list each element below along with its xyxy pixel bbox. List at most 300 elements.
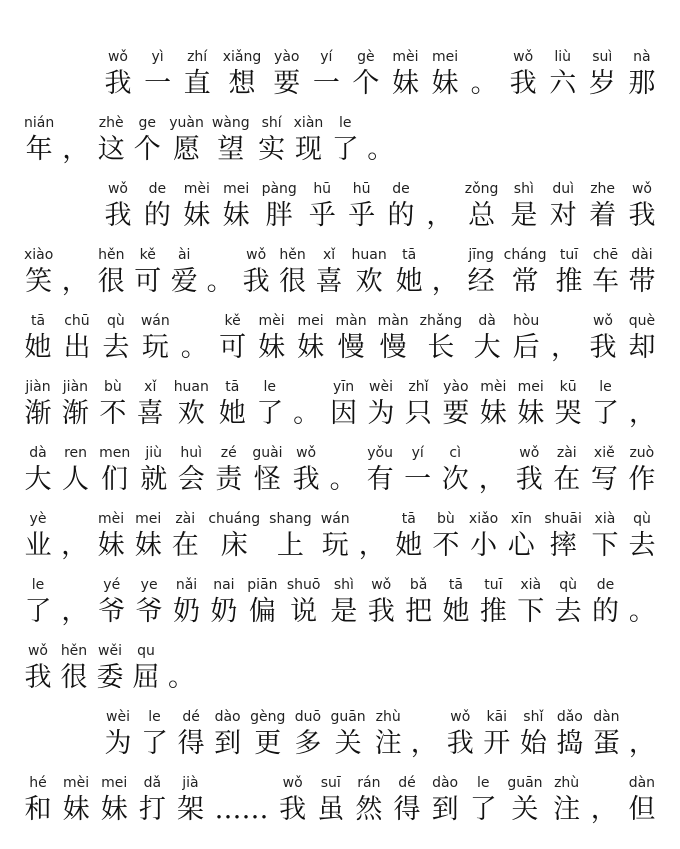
pinyin-text: kě <box>224 313 241 329</box>
pinyin-text: le <box>148 709 161 725</box>
pinyin-text: de <box>596 577 615 593</box>
hanzi-character: 得 <box>393 794 421 825</box>
pinyin-text: shì <box>513 181 534 197</box>
hanzi-character: 一 <box>404 464 432 495</box>
text-line-8 <box>24 510 656 576</box>
hanzi-character: 不 <box>99 398 127 429</box>
pinyin-text: dà <box>478 313 496 329</box>
pinyin-text: men <box>99 445 131 461</box>
pinyin-text: wǒ <box>513 49 534 65</box>
pinyin-text: zài <box>175 511 196 527</box>
pinyin-text: mèi <box>183 181 210 197</box>
character-cell <box>515 444 543 496</box>
character-cell <box>553 444 581 496</box>
pinyin-text: shǐ <box>523 709 544 725</box>
character-cell <box>374 708 402 760</box>
hanzi-character: 胖 <box>265 200 293 231</box>
pinyin-text: mei <box>135 511 162 527</box>
character-cell <box>391 48 419 100</box>
character-cell <box>519 708 547 760</box>
pinyin-text: dàn <box>593 709 620 725</box>
punctuation-mark: ， <box>551 332 579 363</box>
character-cell <box>590 444 618 496</box>
hanzi-character: 蛋 <box>592 728 620 759</box>
character-cell <box>473 312 501 364</box>
character-cell <box>138 774 166 826</box>
character-cell <box>208 510 260 562</box>
hanzi-character: 岁 <box>588 68 616 99</box>
pinyin-text: chuáng <box>208 511 261 527</box>
character-cell <box>431 774 459 826</box>
character-cell <box>467 246 495 298</box>
pinyin-text: yí <box>320 49 333 65</box>
punctuation-cell <box>207 246 234 298</box>
hanzi-character: 的 <box>387 200 415 231</box>
hanzi-character: 直 <box>183 68 211 99</box>
character-cell <box>479 576 507 628</box>
hanzi-character: 推 <box>555 266 583 297</box>
character-cell <box>24 378 52 430</box>
text-line-7 <box>24 444 656 510</box>
hanzi-character: 在 <box>553 464 581 495</box>
hanzi-character: 不 <box>432 530 460 561</box>
character-cell <box>269 510 312 562</box>
pinyin-text: yào <box>443 379 469 395</box>
pinyin-text: tuī <box>559 247 579 263</box>
hanzi-character: 我 <box>24 662 52 693</box>
pinyin-text: nián <box>24 115 55 131</box>
character-cell <box>330 378 358 430</box>
pinyin-text: hū <box>352 181 371 197</box>
character-cell <box>183 48 211 100</box>
text-line-5 <box>24 312 656 378</box>
pinyin-text: mei <box>101 775 128 791</box>
character-cell <box>507 510 535 562</box>
hanzi-character: 架 <box>176 794 204 825</box>
pinyin-text: jiàn <box>25 379 51 395</box>
pinyin-text: ài <box>177 247 191 263</box>
character-cell <box>420 312 463 364</box>
character-cell <box>628 774 656 826</box>
punctuation-cell <box>629 708 656 760</box>
pinyin-text: mèi <box>480 379 507 395</box>
pinyin-text: màn <box>377 313 409 329</box>
character-cell <box>404 444 432 496</box>
punctuation-cell <box>215 774 269 826</box>
character-cell <box>258 312 286 364</box>
pinyin-text: bù <box>436 511 455 527</box>
hanzi-character: 多 <box>294 728 322 759</box>
hanzi-character: 着 <box>589 200 617 231</box>
hanzi-character: 我 <box>628 200 656 231</box>
pinyin-text: zhe <box>590 181 616 197</box>
hanzi-character: 为 <box>104 728 132 759</box>
pinyin-text: de <box>392 181 410 197</box>
pinyin-text: liù <box>554 49 572 65</box>
hanzi-character: 妹 <box>222 200 250 231</box>
character-cell <box>102 312 130 364</box>
character-cell <box>442 576 470 628</box>
pinyin-text: xià <box>520 577 542 593</box>
hanzi-character: 她 <box>442 596 470 627</box>
pinyin-text: le <box>476 775 490 791</box>
character-cell <box>330 708 365 760</box>
pinyin-text: yīn <box>333 379 355 395</box>
pinyin-text: yé <box>103 577 121 593</box>
text-line-3 <box>104 180 656 246</box>
hanzi-character: 注 <box>374 728 402 759</box>
text-line-4 <box>24 246 656 312</box>
character-cell <box>507 774 542 826</box>
hanzi-character: 了 <box>141 728 169 759</box>
punctuation-cell <box>479 444 506 496</box>
pinyin-text: wǒ <box>246 247 267 263</box>
pinyin-text: wǒ <box>107 181 128 197</box>
character-cell <box>250 708 285 760</box>
character-cell <box>143 180 171 232</box>
hanzi-character: 乎 <box>348 200 376 231</box>
hanzi-character: 可 <box>134 266 162 297</box>
pinyin-text: jiù <box>145 445 163 461</box>
pinyin-text: xǐ <box>144 379 157 395</box>
pinyin-text: xǐ <box>322 247 336 263</box>
hanzi-character: 妹 <box>479 398 507 429</box>
punctuation-mark: ， <box>410 728 438 759</box>
character-cell <box>549 48 577 100</box>
pinyin-text: mei <box>223 181 250 197</box>
character-cell <box>404 378 432 430</box>
hanzi-character: 业 <box>24 530 52 561</box>
hanzi-character: 出 <box>63 332 91 363</box>
pinyin-text: guān <box>507 775 543 791</box>
character-cell <box>96 642 124 694</box>
character-cell <box>222 180 250 232</box>
character-cell <box>97 246 125 298</box>
character-cell <box>628 444 656 496</box>
character-cell <box>554 378 582 430</box>
pinyin-text: chū <box>64 313 90 329</box>
pinyin-text: nai <box>213 577 235 593</box>
pinyin-text: nǎi <box>175 577 198 593</box>
punctuation-cell <box>330 444 357 496</box>
pinyin-text: chē <box>592 247 619 263</box>
pinyin-text: què <box>628 313 656 329</box>
punctuation-cell <box>629 378 656 430</box>
character-cell <box>469 510 498 562</box>
pinyin-text: qù <box>559 577 577 593</box>
pinyin-text: le <box>263 379 276 395</box>
hanzi-character: 她 <box>218 398 246 429</box>
character-cell <box>589 312 617 364</box>
pinyin-text: gèng <box>250 709 286 725</box>
punctuation-mark: ， <box>431 266 459 297</box>
punctuation-cell <box>62 246 89 298</box>
punctuation-mark: ， <box>426 200 454 231</box>
character-cell <box>348 180 376 232</box>
pinyin-text: ye <box>140 577 158 593</box>
character-cell <box>219 312 247 364</box>
hanzi-character: 奶 <box>210 596 238 627</box>
character-cell <box>24 576 52 628</box>
character-cell <box>273 48 301 100</box>
hanzi-character: 然 <box>355 794 383 825</box>
punctuation-cell <box>426 180 453 232</box>
character-cell <box>214 708 242 760</box>
character-cell <box>262 180 297 232</box>
text-line-10 <box>24 642 656 708</box>
character-cell <box>287 576 321 628</box>
hanzi-character: 个 <box>352 68 380 99</box>
hanzi-character: 哭 <box>554 398 582 429</box>
punctuation-cell <box>411 708 438 760</box>
hanzi-character: 有 <box>366 464 394 495</box>
punctuation-cell <box>61 576 88 628</box>
hanzi-character: 下 <box>591 530 619 561</box>
hanzi-character: 爱 <box>170 266 198 297</box>
pinyin-text: shì <box>333 577 354 593</box>
pinyin-text: tuī <box>484 577 503 593</box>
character-cell <box>592 708 620 760</box>
hanzi-character: 喜 <box>136 398 164 429</box>
punctuation-mark: 。 <box>180 332 208 363</box>
hanzi-character: 妹 <box>134 530 162 561</box>
pinyin-text: piān <box>247 577 278 593</box>
character-cell <box>367 378 395 430</box>
character-cell <box>355 774 383 826</box>
character-cell <box>177 444 205 496</box>
character-cell <box>210 576 238 628</box>
punctuation-mark: ， <box>478 464 506 495</box>
character-cell <box>504 246 547 298</box>
character-cell <box>256 378 284 430</box>
hanzi-character: 妹 <box>183 200 211 231</box>
character-cell <box>554 576 582 628</box>
pinyin-text: wǒ <box>371 577 392 593</box>
hanzi-character: 只 <box>404 398 432 429</box>
hanzi-character: 更 <box>254 728 282 759</box>
hanzi-character: 因 <box>330 398 358 429</box>
hanzi-character: 望 <box>217 134 245 165</box>
pinyin-text: shuō <box>286 577 321 593</box>
hanzi-character: 妹 <box>297 332 325 363</box>
character-cell <box>395 510 423 562</box>
hanzi-character: 关 <box>334 728 362 759</box>
pinyin-text: hé <box>29 775 47 791</box>
hanzi-character: 妹 <box>517 398 545 429</box>
pinyin-text: hòu <box>512 313 540 329</box>
hanzi-character: 她 <box>24 332 52 363</box>
character-cell <box>352 48 380 100</box>
hanzi-character: 渐 <box>24 398 52 429</box>
punctuation-mark: …… <box>214 794 269 825</box>
hanzi-character: 我 <box>279 794 307 825</box>
punctuation-mark: ， <box>61 596 89 627</box>
character-cell <box>589 180 617 232</box>
character-cell <box>378 312 409 364</box>
hanzi-character: 愿 <box>173 134 201 165</box>
pinyin-text: tā <box>402 247 417 263</box>
punctuation-mark: 。 <box>329 464 357 495</box>
character-cell <box>628 510 656 562</box>
character-cell <box>628 48 656 100</box>
hanzi-character: 责 <box>215 464 243 495</box>
hanzi-character: 要 <box>442 398 470 429</box>
hanzi-character: 妹 <box>100 794 128 825</box>
hanzi-character: 乎 <box>308 200 336 231</box>
character-cell <box>176 774 204 826</box>
pinyin-text: wǒ <box>282 775 303 791</box>
hanzi-character: 爷 <box>135 596 163 627</box>
character-cell <box>387 180 415 232</box>
pinyin-text: zhí <box>187 49 208 65</box>
punctuation-cell <box>62 114 89 166</box>
hanzi-character: 去 <box>628 530 656 561</box>
pinyin-text: yuàn <box>169 115 204 131</box>
character-cell <box>509 48 537 100</box>
punctuation-cell <box>293 378 320 430</box>
pinyin-text: jià <box>182 775 199 791</box>
character-cell <box>483 708 511 760</box>
character-cell <box>294 114 324 166</box>
character-cell <box>61 378 89 430</box>
punctuation-cell <box>551 312 578 364</box>
character-cell <box>315 246 343 298</box>
pinyin-text: hěn <box>60 643 88 659</box>
character-cell <box>591 246 619 298</box>
character-cell <box>431 48 459 100</box>
hanzi-character: 我 <box>292 464 320 495</box>
pinyin-text: xiě <box>593 445 615 461</box>
hanzi-character: 是 <box>330 596 358 627</box>
pinyin-text: xiǎo <box>468 511 499 527</box>
pinyin-text: huan <box>173 379 209 395</box>
hanzi-character: 总 <box>468 200 496 231</box>
hanzi-character: 写 <box>590 464 618 495</box>
character-cell <box>144 48 172 100</box>
hanzi-character: 我 <box>367 596 395 627</box>
pinyin-text: huan <box>351 247 387 263</box>
pinyin-text: wǒ <box>107 49 128 65</box>
character-cell <box>62 444 90 496</box>
character-cell <box>512 312 540 364</box>
hanzi-character: 打 <box>138 794 166 825</box>
hanzi-character: 经 <box>467 266 495 297</box>
hanzi-character: 很 <box>279 266 307 297</box>
hanzi-character: 但 <box>628 794 656 825</box>
character-cell <box>63 312 91 364</box>
character-cell <box>100 774 128 826</box>
hanzi-character: 慢 <box>379 332 407 363</box>
punctuation-cell <box>181 312 208 364</box>
pinyin-text: zuò <box>629 445 655 461</box>
character-cell <box>104 180 132 232</box>
hanzi-character: 屈 <box>132 662 160 693</box>
character-cell <box>104 48 132 100</box>
text-line-6 <box>24 378 656 444</box>
pinyin-text: zhù <box>375 709 401 725</box>
character-cell <box>218 378 246 430</box>
character-cell <box>279 774 307 826</box>
pinyin-text: dé <box>398 775 416 791</box>
punctuation-mark: 。 <box>293 398 321 429</box>
pinyin-text: wèi <box>369 379 393 395</box>
character-cell <box>24 114 54 166</box>
hanzi-character: 妹 <box>62 794 90 825</box>
hanzi-character: 就 <box>140 464 168 495</box>
punctuation-mark: ， <box>61 266 89 297</box>
pinyin-text: xià <box>594 511 616 527</box>
hanzi-character: 常 <box>511 266 539 297</box>
character-cell <box>591 576 619 628</box>
hanzi-character: 虽 <box>317 794 345 825</box>
hanzi-character: 那 <box>628 68 656 99</box>
character-cell <box>405 576 433 628</box>
pinyin-text: hū <box>313 181 332 197</box>
hanzi-character: 心 <box>507 530 535 561</box>
hanzi-character: 床 <box>220 530 248 561</box>
pinyin-text: shí <box>261 115 282 131</box>
pinyin-text: mèi <box>392 49 419 65</box>
character-cell <box>549 180 577 232</box>
hanzi-character: 始 <box>519 728 547 759</box>
pinyin-text: qù <box>107 313 125 329</box>
hanzi-character: 我 <box>509 68 537 99</box>
pinyin-text: dào <box>432 775 459 791</box>
character-cell <box>294 708 322 760</box>
character-cell <box>24 642 52 694</box>
hanzi-character: 注 <box>553 794 581 825</box>
punctuation-cell <box>629 576 656 628</box>
hanzi-character: 长 <box>427 332 455 363</box>
pinyin-text: pàng <box>261 181 297 197</box>
hanzi-character: 我 <box>104 68 132 99</box>
hanzi-character: 实 <box>258 134 286 165</box>
character-cell <box>553 774 581 826</box>
punctuation-cell <box>432 246 459 298</box>
character-cell <box>317 774 345 826</box>
punctuation-cell <box>591 774 618 826</box>
hanzi-character: 对 <box>549 200 577 231</box>
pinyin-text: xiào <box>24 247 54 263</box>
pinyin-text: rán <box>357 775 381 791</box>
punctuation-mark: ， <box>628 398 656 429</box>
hanzi-character: 的 <box>143 200 171 231</box>
character-cell <box>510 180 538 232</box>
character-cell <box>588 48 616 100</box>
pinyin-text: shang <box>269 511 312 527</box>
pinyin-text: zài <box>556 445 577 461</box>
hanzi-character: 这 <box>97 134 125 165</box>
character-cell <box>544 510 582 562</box>
character-cell <box>446 708 474 760</box>
character-cell <box>136 378 164 430</box>
hanzi-character: 很 <box>97 266 125 297</box>
character-cell <box>97 114 125 166</box>
character-cell <box>62 774 90 826</box>
pinyin-text: jīng <box>468 247 494 263</box>
pinyin-text: wěi <box>98 643 122 659</box>
hanzi-character: 的 <box>591 596 619 627</box>
character-cell <box>442 378 470 430</box>
hanzi-character: 人 <box>62 464 90 495</box>
pinyin-text: qu <box>137 643 155 659</box>
character-cell <box>133 114 161 166</box>
pinyin-text: duì <box>552 181 575 197</box>
pinyin-text: mèi <box>98 511 125 527</box>
pinyin-text: wǒ <box>592 313 613 329</box>
hanzi-character: 了 <box>331 134 359 165</box>
character-cell <box>469 774 497 826</box>
